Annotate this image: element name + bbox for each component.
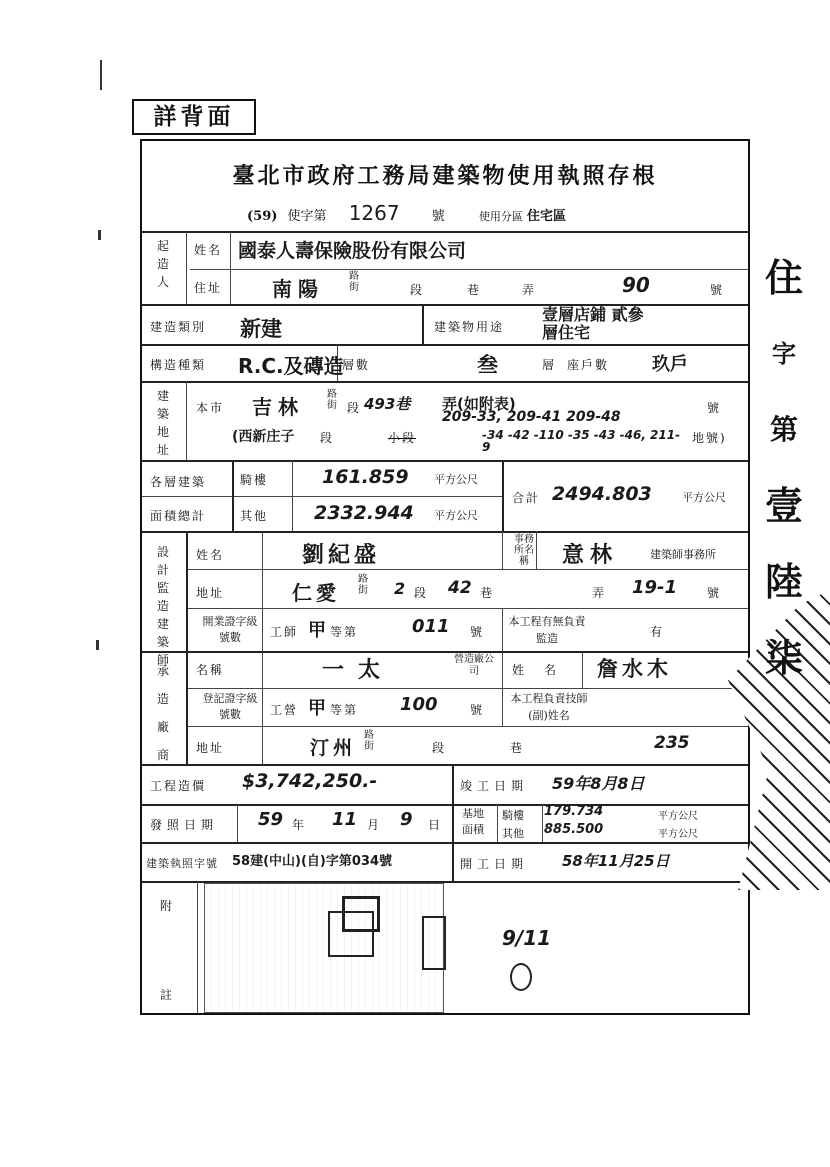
designer-nong: 弄 (592, 586, 607, 600)
contractor-reg-grade: 甲 (308, 698, 326, 719)
designer-address-label: 地址 (196, 586, 225, 600)
designer-resp-value: 有 (650, 625, 665, 639)
permit-label: 建築執照字號 (146, 857, 218, 870)
contractor-tech-label: 本工程負責技師(副)姓名 (510, 692, 588, 722)
base-a-label: 騎樓 (502, 809, 524, 822)
site-xiaoduan: 小段 (388, 431, 417, 445)
area-total-label: 合計 (512, 491, 541, 505)
issue-year: 59 (258, 809, 284, 830)
scan-edge-mark (100, 60, 102, 90)
side-char: 住 (764, 255, 803, 300)
site-numbers: 209-33, 209-41 209-48 (442, 409, 621, 425)
base-b-value: 885.500 (544, 822, 604, 837)
site-land-no: 地號) (692, 431, 727, 445)
site-zone-note: (西新庄子 (232, 429, 295, 445)
builder-number-value: 90 (622, 273, 650, 297)
document-label: 詳背面 (132, 99, 256, 135)
base-a-value: 179.734 (544, 804, 604, 819)
form-title: 臺北市政府工務局建築物使用執照存根 (232, 163, 658, 189)
contractor-address-road: 汀州 (310, 737, 357, 759)
designer-hao: 號 (707, 586, 722, 600)
builder-xiang: 巷 (467, 283, 482, 297)
start-date-label: 開工日期 (460, 857, 529, 871)
adjacent-page-text (754, 240, 814, 696)
site-hao: 號 (707, 401, 722, 415)
contractor-reg-word: 等第 (330, 703, 359, 717)
designer-cert-label: 開業證字級號數 (202, 615, 258, 644)
license-word-label: 使字第 (287, 209, 327, 224)
site-lane: 493巷 (364, 395, 411, 413)
issue-month: 11 (332, 809, 358, 830)
designer-cert-grade: 甲 (308, 620, 326, 641)
designer-address-road: 仁愛 (292, 581, 340, 605)
contractor-reg-no: 100 (400, 694, 438, 715)
area-other-unit: 平方公尺 (434, 509, 478, 522)
cost-value: $3,742,250.- (242, 770, 378, 792)
completion-label: 竣工日期 (460, 779, 529, 793)
building-use-value: 壹層店鋪 貳參層住宅 (542, 305, 644, 342)
area-main-label: 騎樓 (240, 473, 269, 487)
site-road-label: 路街 (327, 389, 337, 411)
designer-office-value: 意林 (562, 543, 619, 568)
designer-name-label: 姓名 (196, 548, 225, 562)
area-section-label-1: 各層建築 (150, 475, 207, 489)
builder-section-label: 起造人 (156, 239, 169, 289)
builder-name-value: 國泰人壽保險股份有限公司 (238, 240, 467, 262)
zone-label: 使用分區 (478, 210, 523, 223)
side-char: 字 (772, 339, 796, 368)
builder-road-label: 路街 (349, 271, 359, 293)
contractor-number-value: 235 (654, 733, 690, 753)
builder-address-road: 南陽 (272, 277, 324, 301)
issue-day: 9 (400, 809, 413, 830)
area-section-label-2: 面積總計 (150, 509, 207, 523)
builder-hao: 號 (710, 283, 725, 297)
side-char: 壹 (764, 483, 803, 528)
units-value: 玖戶 (652, 354, 688, 375)
builder-nong: 弄 (522, 283, 537, 297)
base-b-unit: 平方公尺 (658, 829, 698, 840)
structure-value: R.C.及磚造 (238, 354, 344, 378)
site-duan2: 段 (320, 431, 335, 445)
issue-ri: 日 (428, 818, 443, 832)
build-type-label: 建造類別 (150, 320, 207, 334)
issue-nian: 年 (292, 818, 307, 832)
contractor-section-label: 承造廠商 (156, 664, 169, 762)
designer-cert-hao: 號 (470, 625, 485, 639)
license-year: (59) (247, 209, 278, 224)
designer-duan-no: 2 (394, 579, 406, 598)
license-line (247, 201, 566, 225)
structure-label: 構造種類 (150, 358, 207, 372)
issue-date-label: 發照日期 (150, 818, 219, 832)
contractor-person-value: 詹水木 (597, 657, 672, 681)
site-road: 吉林 (252, 395, 304, 419)
area-other-label: 其他 (240, 509, 269, 523)
contractor-reg-prefix: 工營 (270, 703, 299, 717)
area-main-value: 161.859 (322, 466, 409, 488)
issue-yue: 月 (367, 818, 382, 832)
contractor-duan: 段 (432, 741, 447, 755)
notes-handwritten: 9/11 (502, 926, 552, 950)
build-type-value: 新建 (240, 317, 282, 341)
license-number-suffix: 號 (431, 209, 445, 224)
site-city: 本市 (196, 401, 225, 415)
designer-road-label: 路街 (358, 574, 368, 596)
designer-xiang: 巷 (480, 586, 495, 600)
zone-value: 住宅區 (527, 209, 567, 224)
notes-label-bottom: 註 (160, 988, 175, 1002)
builder-address-label: 住址 (194, 281, 223, 295)
area-main-unit: 平方公尺 (434, 473, 478, 486)
area-total-value: 2494.803 (552, 483, 652, 505)
designer-office-suffix: 建築師事務所 (650, 548, 716, 561)
designer-resp-label: 本工程有無負責監造 (508, 615, 586, 645)
designer-cert-word: 等第 (330, 625, 359, 639)
contractor-xiang: 巷 (510, 741, 525, 755)
completion-value: 59年8月8日 (552, 774, 645, 793)
floors-value: 叁 (477, 353, 498, 377)
scan-edge-mark (96, 640, 99, 650)
builder-name-label: 姓名 (194, 243, 223, 257)
site-sub-numbers: -34 -42 -110 -35 -43 -46, 211-9 (482, 428, 681, 454)
site-duan: 段 (347, 401, 362, 415)
contractor-reg-hao: 號 (470, 703, 485, 717)
contractor-person-label: 姓名 (512, 663, 577, 677)
base-b-label: 其他 (502, 827, 524, 840)
contractor-reg-label: 登記證字級號數 (202, 692, 258, 721)
floors-label: 層數 (342, 358, 371, 372)
contractor-name-value: 一太 (322, 658, 395, 683)
designer-name-value: 劉紀盛 (302, 543, 381, 568)
seal-stamp-3 (422, 916, 446, 970)
permit-value: 58建(中山)(自)字第034號 (232, 854, 392, 869)
seal-stamp-2 (342, 896, 380, 932)
license-form (140, 139, 750, 1015)
contractor-name-label: 名稱 (196, 663, 225, 677)
side-char: 陸 (764, 559, 803, 604)
contractor-road-label: 路街 (364, 730, 374, 752)
base-a-unit: 平方公尺 (658, 811, 698, 822)
side-char: 柒 (764, 635, 803, 680)
floors-suffix: 層 (542, 358, 557, 372)
contractor-name-suffix: 營造廠公司 (454, 654, 494, 677)
scan-edge-mark (98, 230, 101, 240)
builder-duan: 段 (410, 283, 425, 297)
license-number: 1267 (348, 201, 400, 225)
notes-label-top: 附 (160, 899, 175, 913)
designer-section-label: 設計監造建築師 (156, 545, 169, 667)
area-other-value: 2332.944 (314, 502, 414, 524)
area-total-unit: 平方公尺 (682, 491, 726, 504)
contractor-address-label: 地址 (196, 741, 225, 755)
attached-slip (204, 883, 444, 1013)
site-nong-note: 弄(如附表) (442, 395, 516, 413)
base-area-label: 基地面積 (462, 807, 484, 836)
building-use-label: 建築物用途 (434, 320, 505, 334)
seal-stamp-4 (510, 963, 532, 991)
designer-office-label: 事務所名稱 (514, 534, 534, 567)
site-section-label: 建築地址 (156, 389, 169, 457)
designer-cert-no: 011 (412, 616, 450, 637)
designer-number-value: 19-1 (632, 577, 678, 598)
units-label: 座戶數 (567, 358, 610, 372)
designer-lane-no: 42 (448, 578, 472, 598)
cost-label: 工程造價 (150, 779, 207, 793)
side-char: 第 (769, 413, 798, 446)
designer-cert-prefix: 工師 (270, 625, 299, 639)
start-date-value: 58年11月25日 (562, 852, 670, 870)
designer-duan: 段 (414, 586, 429, 600)
